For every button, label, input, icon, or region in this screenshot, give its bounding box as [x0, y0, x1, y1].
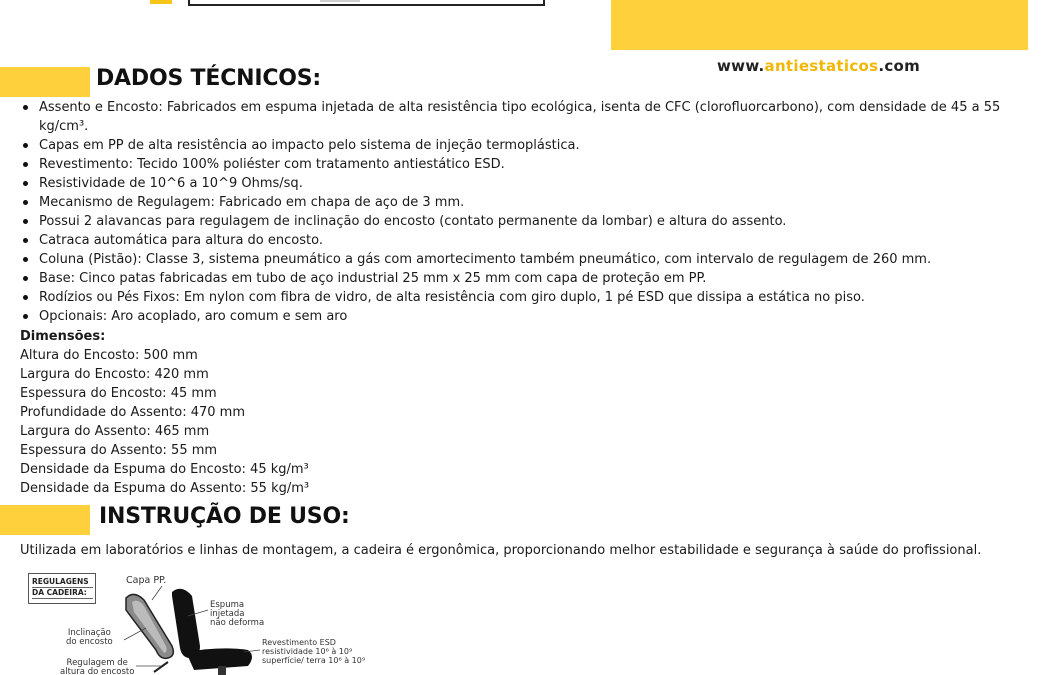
website-brand: antiestaticos [764, 57, 879, 75]
list-item: Capas em PP de alta resistência ao impacto pelo sistema de injeção termoplástica. [20, 136, 1030, 155]
list-item: Assento e Encosto: Fabricados em espuma injetada de alta resistência tipo ecológica, isenta de CFC (clorofluorcarbono), com densidade de 45 a 55 kg/cm³. [20, 98, 1030, 136]
technical-spec-list [20, 98, 1030, 326]
list-item: Mecanismo de Regulagem: Fabricado em chapa de aço de 3 mm. [20, 193, 1030, 212]
list-item: Resistividade de 10^6 a 10^9 Ohms/sq. [20, 174, 1030, 193]
section-marker-usage [0, 505, 90, 535]
list-item: Opcionais: Aro acoplado, aro comum e sem aro [20, 307, 1030, 326]
dimension-row: Largura do Encosto: 420 mm [20, 367, 209, 382]
website-suffix: .com [878, 57, 921, 75]
dimension-row: Largura do Assento: 465 mm [20, 424, 210, 439]
label-inclinacao: Inclinação do encosto [66, 628, 113, 647]
label-capa: Capa PP. [126, 575, 167, 586]
dimension-row: Altura do Encosto: 500 mm [20, 348, 198, 363]
section-title-usage: INSTRUÇÃO DE USO: [99, 504, 350, 529]
dimension-row: Espessura do Assento: 55 mm [20, 443, 218, 458]
label-espuma: Espuma injetada não deforma [210, 600, 265, 628]
top-image-frame [188, 0, 545, 6]
top-accent-strip [150, 0, 172, 4]
dimensions-heading: Dimensões: [20, 329, 106, 344]
list-item: Rodízios ou Pés Fixos: Em nylon com fibra de vidro, de alta resistência com giro duplo, 1 pé ESD que dissipa a estática no piso. [20, 288, 1030, 307]
list-item: Coluna (Pistão): Classe 3, sistema pneumático a gás com amortecimento também pneumático, com intervalo de regulagem de 260 mm. [20, 250, 1030, 269]
label-regulagem: Regulagem de altura do encosto [60, 658, 135, 675]
section-title-technical: DADOS TÉCNICOS: [96, 66, 322, 91]
diagram-title-box [28, 573, 96, 604]
diagram-title-line1: REGULAGENS [32, 577, 93, 588]
label-revestimento: Revestimento ESD resistividade 10⁶ à 10⁹ superfície/ terra 10⁶ à 10⁹ [262, 638, 366, 665]
diagram-title-line2: DA CADEIRA: [32, 588, 93, 599]
dimension-row: Densidade da Espuma do Encosto: 45 kg/m³ [20, 462, 309, 477]
list-item: Catraca automática para altura do encosto. [20, 231, 1030, 250]
dimension-row: Profundidade do Assento: 470 mm [20, 405, 245, 420]
usage-description: Utilizada em laboratórios e linhas de montagem, a cadeira é ergonômica, proporcionando melhor estabilidade e segurança à saúde do profissional. [20, 543, 982, 558]
section-marker-technical [0, 67, 90, 97]
chair-adjustment-diagram [22, 566, 396, 675]
header-yellow-block [611, 0, 1028, 50]
dimension-row: Densidade da Espuma do Assento: 55 kg/m³ [20, 481, 310, 496]
list-item: Revestimento: Tecido 100% poliéster com tratamento antiestático ESD. [20, 155, 1030, 174]
website-link[interactable] [717, 57, 920, 75]
list-item: Base: Cinco patas fabricadas em tubo de aço industrial 25 mm x 25 mm com capa de proteção em PP. [20, 269, 1030, 288]
website-prefix: www. [717, 57, 765, 75]
dimensions-block [20, 327, 309, 498]
list-item: Possui 2 alavancas para regulagem de inclinação do encosto (contato permanente da lombar) e altura do assento. [20, 212, 1030, 231]
dimension-row: Espessura do Encosto: 45 mm [20, 386, 217, 401]
